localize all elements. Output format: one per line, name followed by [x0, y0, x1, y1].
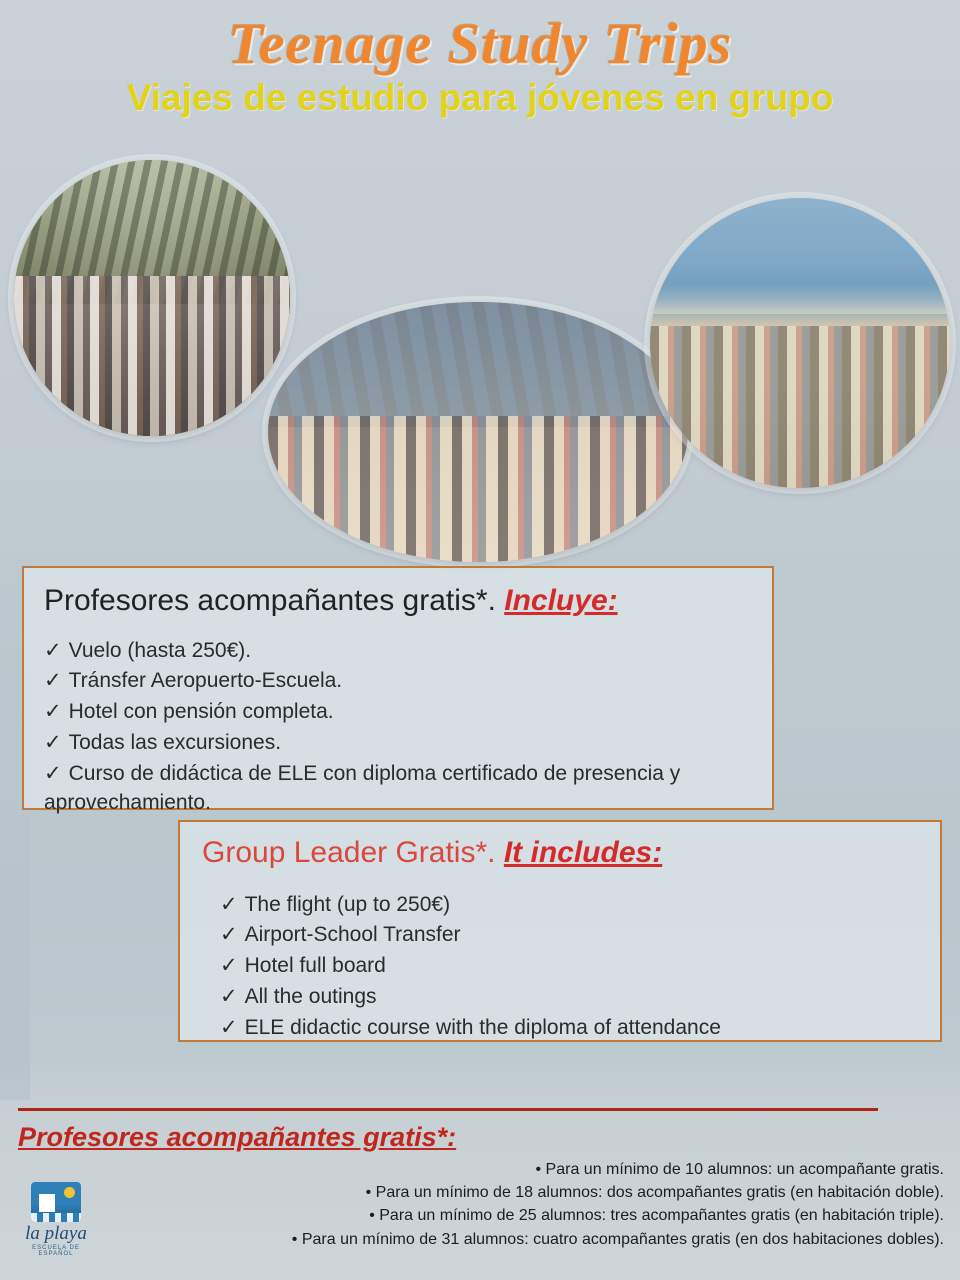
check-icon: ✓ [44, 700, 62, 724]
list-item-label: Airport-School Transfer [244, 923, 461, 947]
photo-collage [0, 150, 960, 560]
beach-building-icon [31, 1182, 81, 1222]
info-box-english-heading-accent: It includes: [503, 836, 663, 869]
photo-beach-group [650, 198, 950, 488]
check-icon: ✓ [44, 762, 62, 786]
footer-note: • Para un mínimo de 18 alumnos: dos acompañantes gratis (en habitación doble). [365, 1184, 944, 1202]
info-box-english-heading-lead: Group Leader Gratis*. [202, 836, 496, 869]
footer-note: • Para un mínimo de 10 alumnos: un acompañante gratis. [535, 1161, 944, 1178]
check-icon: ✓ [44, 731, 62, 755]
footer-notes [224, 1158, 944, 1251]
photo-students-under-trees [14, 160, 290, 436]
list-item [220, 891, 920, 920]
info-box-english [178, 820, 942, 1042]
list-item [220, 1014, 920, 1043]
footer-divider [18, 1108, 878, 1111]
list-item-label: Curso de didáctica de ELE con diploma certificado de presencia y aprovechamiento. [44, 762, 681, 815]
sun-icon [64, 1187, 75, 1198]
footer-note: • Para un mínimo de 25 alumnos: tres acompañantes gratis (en habitación triple). [369, 1207, 944, 1225]
info-box-spanish [22, 566, 774, 815]
list-item [220, 952, 920, 981]
check-icon: ✓ [44, 669, 62, 693]
list-item-label: Hotel full board [244, 954, 386, 978]
brand-name: la playa [25, 1223, 87, 1244]
check-icon: ✓ [220, 892, 238, 916]
check-icon: ✓ [220, 1016, 238, 1040]
brand-logo [20, 1182, 92, 1258]
footer-note: • Para un mínimo de 31 alumnos: cuatro acompañantes gratis (en dos habitaciones dobles). [291, 1230, 944, 1248]
page-title-english: Teenage Study Trips [227, 11, 733, 76]
list-item-label: ELE didactic course with the diploma of attendance [244, 1016, 721, 1040]
info-box-spanish-heading [44, 584, 752, 619]
footer-title: Profesores acompañantes gratis*: [18, 1122, 457, 1152]
list-item-label: All the outings [244, 985, 377, 1009]
list-item [44, 667, 752, 696]
list-item-label: Tránsfer Aeropuerto-Escuela. [68, 669, 343, 693]
brand-subtitle: ESCUELA DE ESPAÑOL [32, 1245, 80, 1257]
page-header [0, 0, 960, 118]
check-icon: ✓ [220, 985, 238, 1009]
check-icon: ✓ [44, 638, 62, 662]
check-icon: ✓ [220, 954, 238, 978]
building-icon [39, 1194, 55, 1212]
info-box-english-list [220, 891, 920, 1044]
list-item [220, 983, 920, 1012]
list-item-label: The flight (up to 250€) [244, 892, 451, 916]
list-item-label: Todas las excursiones. [68, 731, 282, 755]
info-box-spanish-list [44, 637, 752, 819]
list-item-label: Vuelo (hasta 250€). [68, 638, 252, 662]
list-item [44, 729, 752, 758]
page-title-spanish: Viajes de estudio para jóvenes en grupo [126, 76, 834, 118]
wave-icon [31, 1213, 81, 1222]
info-box-spanish-heading-lead: Profesores acompañantes gratis*. [44, 584, 496, 617]
info-box-english-heading [202, 836, 920, 871]
list-item-label: Hotel con pensión completa. [68, 700, 334, 724]
check-icon: ✓ [220, 923, 238, 947]
info-box-spanish-heading-accent: Incluye: [504, 584, 618, 617]
list-item [44, 760, 752, 818]
list-item [220, 921, 920, 950]
photo-teens-at-graffiti-wall [268, 302, 688, 562]
list-item [44, 698, 752, 727]
list-item [44, 637, 752, 666]
